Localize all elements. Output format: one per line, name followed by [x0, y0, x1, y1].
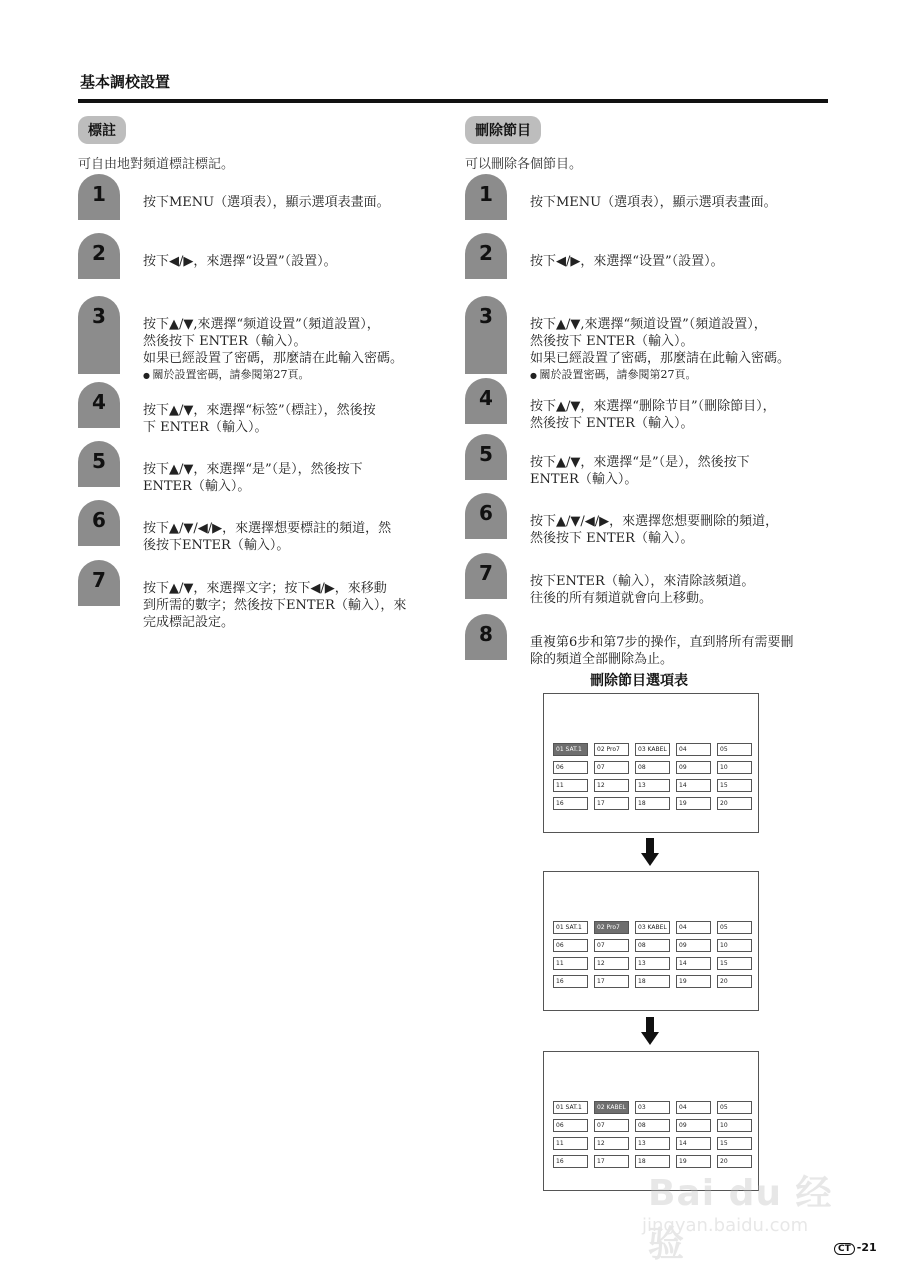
step-line: 按下◀/▶，來選擇“设置”（設置）。: [143, 254, 337, 269]
channel-cell[interactable]: 06: [553, 761, 588, 774]
step-text: [530, 253, 835, 270]
step-note: ● 關於設置密碼，請參閱第27頁。: [530, 367, 835, 383]
channel-cell[interactable]: 17: [594, 797, 629, 810]
step-line: 按下▲/▼，來選擇“删除节目”（刪除節目），: [530, 399, 776, 414]
step-line: 除的頻道全部刪除為止。: [530, 652, 674, 667]
step-number-badge: 6: [465, 493, 507, 539]
channel-cell[interactable]: 09: [676, 1119, 711, 1132]
step-number-badge: 7: [465, 553, 507, 599]
channel-cell[interactable]: 03 KABEL: [635, 743, 670, 756]
down-arrow-icon: [641, 838, 659, 866]
step-text: [530, 398, 835, 432]
channel-cell[interactable]: 05: [717, 1101, 752, 1114]
channel-cell[interactable]: 14: [676, 1137, 711, 1150]
page-number: [834, 1241, 877, 1255]
page-section-title: 基本調校設置: [80, 73, 171, 91]
channel-cell[interactable]: 02 Pro7: [594, 921, 629, 934]
channel-grid: [553, 743, 752, 810]
channel-grid: [553, 1101, 752, 1168]
channel-cell[interactable]: 15: [717, 779, 752, 792]
menu-title: 刪除節目選項表: [590, 673, 688, 689]
step-line: 按下▲/▼,來選擇“频道设置”（頻道設置），: [143, 317, 380, 332]
step-number-badge: 1: [78, 174, 120, 220]
step-text: [530, 454, 835, 488]
channel-cell[interactable]: 19: [676, 797, 711, 810]
section-tag-delete: 刪除節目: [465, 116, 541, 144]
step-text: [143, 580, 448, 631]
channel-cell[interactable]: 11: [553, 779, 588, 792]
channel-cell[interactable]: 15: [717, 957, 752, 970]
channel-cell[interactable]: 03: [635, 1101, 670, 1114]
step-number-badge: 4: [78, 382, 120, 428]
step-text: [530, 194, 835, 211]
step-line: 後按下ENTER（輸入）。: [143, 538, 290, 553]
step-text: [530, 513, 835, 547]
channel-cell[interactable]: 19: [676, 1155, 711, 1168]
header-divider: [78, 99, 828, 103]
channel-cell[interactable]: 06: [553, 939, 588, 952]
channel-cell[interactable]: 04: [676, 743, 711, 756]
channel-cell[interactable]: 11: [553, 957, 588, 970]
step-line: 按下▲/▼，來選擇“是”（是），然後按下: [143, 462, 363, 477]
step-number-badge: 4: [465, 378, 507, 424]
channel-cell[interactable]: 05: [717, 743, 752, 756]
channel-cell[interactable]: 14: [676, 779, 711, 792]
step-line: 然後按下 ENTER（輸入）。: [530, 531, 694, 546]
channel-cell[interactable]: 16: [553, 1155, 588, 1168]
channel-cell[interactable]: 08: [635, 1119, 670, 1132]
step-text: [530, 316, 835, 383]
step-line: 然後按下 ENTER（輸入）。: [530, 334, 694, 349]
step-line: 按下MENU（選項表），顯示選項表畫面。: [530, 195, 777, 210]
section-tag-label: 標註: [78, 116, 126, 144]
step-text: [143, 520, 448, 554]
step-line: ENTER（輸入）。: [143, 479, 251, 494]
step-line: 完成標記設定。: [143, 615, 235, 630]
channel-cell[interactable]: 07: [594, 761, 629, 774]
channel-cell[interactable]: 07: [594, 939, 629, 952]
channel-cell[interactable]: 01 SAT.1: [553, 743, 588, 756]
channel-cell[interactable]: 19: [676, 975, 711, 988]
step-number-badge: 3: [465, 296, 507, 374]
channel-cell[interactable]: 12: [594, 957, 629, 970]
step-line: 按下▲/▼，來選擇文字；按下◀/▶，來移動: [143, 581, 387, 596]
channel-cell[interactable]: 05: [717, 921, 752, 934]
step-number-badge: 5: [78, 441, 120, 487]
step-text: [143, 194, 448, 211]
step-number-badge: 5: [465, 434, 507, 480]
channel-cell[interactable]: 12: [594, 779, 629, 792]
channel-cell[interactable]: 17: [594, 1155, 629, 1168]
step-line: 按下▲/▼/◀/▶，來選擇您想要刪除的頻道，: [530, 514, 779, 529]
step-line: 按下▲/▼，來選擇“是”（是），然後按下: [530, 455, 750, 470]
step-line: 按下▲/▼/◀/▶，來選擇想要標註的頻道，然: [143, 521, 392, 536]
channel-cell[interactable]: 13: [635, 779, 670, 792]
step-line: 然後按下 ENTER（輸入）。: [143, 334, 307, 349]
step-text: [143, 316, 448, 383]
channel-cell[interactable]: 16: [553, 797, 588, 810]
channel-cell[interactable]: 13: [635, 957, 670, 970]
step-line: 按下▲/▼,來選擇“频道设置”（頻道設置），: [530, 317, 767, 332]
channel-cell[interactable]: 04: [676, 1101, 711, 1114]
step-text: [143, 253, 448, 270]
channel-cell[interactable]: 20: [717, 975, 752, 988]
channel-cell[interactable]: 14: [676, 957, 711, 970]
step-text: [143, 461, 448, 495]
language-badge: CT: [834, 1243, 855, 1255]
channel-cell[interactable]: 06: [553, 1119, 588, 1132]
channel-grid: [553, 921, 752, 988]
step-line: 然後按下 ENTER（輸入）。: [530, 416, 694, 431]
step-line: 到所需的數字；然後按下ENTER（輸入），來: [143, 598, 407, 613]
channel-cell[interactable]: 16: [553, 975, 588, 988]
step-number-badge: 7: [78, 560, 120, 606]
channel-cell[interactable]: 10: [717, 1119, 752, 1132]
channel-cell[interactable]: 17: [594, 975, 629, 988]
channel-cell[interactable]: 13: [635, 1137, 670, 1150]
channel-cell[interactable]: 01 SAT.1: [553, 1101, 588, 1114]
channel-cell[interactable]: 15: [717, 1137, 752, 1150]
channel-cell[interactable]: 03 KABEL: [635, 921, 670, 934]
step-number-badge: 6: [78, 500, 120, 546]
channel-cell[interactable]: 11: [553, 1137, 588, 1150]
step-line: 如果已經設置了密碼，那麼請在此輸入密碼。: [143, 351, 404, 366]
step-line: 重複第6步和第7步的操作，直到將所有需要刪: [530, 635, 794, 650]
step-number-badge: 3: [78, 296, 120, 374]
channel-cell[interactable]: 08: [635, 761, 670, 774]
section-intro: 可以刪除各個節目。: [465, 157, 583, 172]
menu-screen: [543, 871, 759, 1011]
channel-cell[interactable]: 20: [717, 797, 752, 810]
step-line: 按下ENTER（輸入），來清除該頻道。: [530, 574, 755, 589]
step-line: 如果已經設置了密碼，那麼請在此輸入密碼。: [530, 351, 791, 366]
step-line: 按下MENU（選項表），顯示選項表畫面。: [143, 195, 390, 210]
channel-cell[interactable]: 10: [717, 939, 752, 952]
step-line: 下 ENTER（輸入）。: [143, 420, 268, 435]
step-text: [530, 573, 835, 607]
channel-cell[interactable]: 08: [635, 939, 670, 952]
step-text: [530, 634, 835, 668]
channel-cell[interactable]: 01 SAT.1: [553, 921, 588, 934]
section-intro: 可自由地對頻道標註標記。: [78, 157, 235, 172]
step-note: ● 關於設置密碼，請參閱第27頁。: [143, 367, 448, 383]
step-number-badge: 2: [78, 233, 120, 279]
step-line: 按下▲/▼，來選擇“标签”（標註），然後按: [143, 403, 376, 418]
channel-cell[interactable]: 18: [635, 1155, 670, 1168]
channel-cell[interactable]: 12: [594, 1137, 629, 1150]
channel-cell[interactable]: 07: [594, 1119, 629, 1132]
channel-cell[interactable]: 09: [676, 761, 711, 774]
step-number-badge: 1: [465, 174, 507, 220]
menu-screen: [543, 693, 759, 833]
watermark-logo: Bai du 经验: [648, 1173, 833, 1265]
channel-cell[interactable]: 04: [676, 921, 711, 934]
down-arrow-icon: [641, 1017, 659, 1045]
step-number-badge: 2: [465, 233, 507, 279]
channel-cell[interactable]: 02 KABEL: [594, 1101, 629, 1114]
step-line: 按下◀/▶，來選擇“设置”（設置）。: [530, 254, 724, 269]
step-line: 往後的所有頻道就會向上移動。: [530, 591, 713, 606]
channel-cell[interactable]: 02 Pro7: [594, 743, 629, 756]
watermark-url: jingyan.baidu.com: [642, 1215, 809, 1236]
page-number-value: -21: [856, 1241, 877, 1254]
channel-cell[interactable]: 09: [676, 939, 711, 952]
channel-cell[interactable]: 10: [717, 761, 752, 774]
step-text: [143, 402, 448, 436]
step-line: ENTER（輸入）。: [530, 472, 638, 487]
channel-cell[interactable]: 18: [635, 797, 670, 810]
channel-cell[interactable]: 18: [635, 975, 670, 988]
channel-cell[interactable]: 20: [717, 1155, 752, 1168]
step-number-badge: 8: [465, 614, 507, 660]
